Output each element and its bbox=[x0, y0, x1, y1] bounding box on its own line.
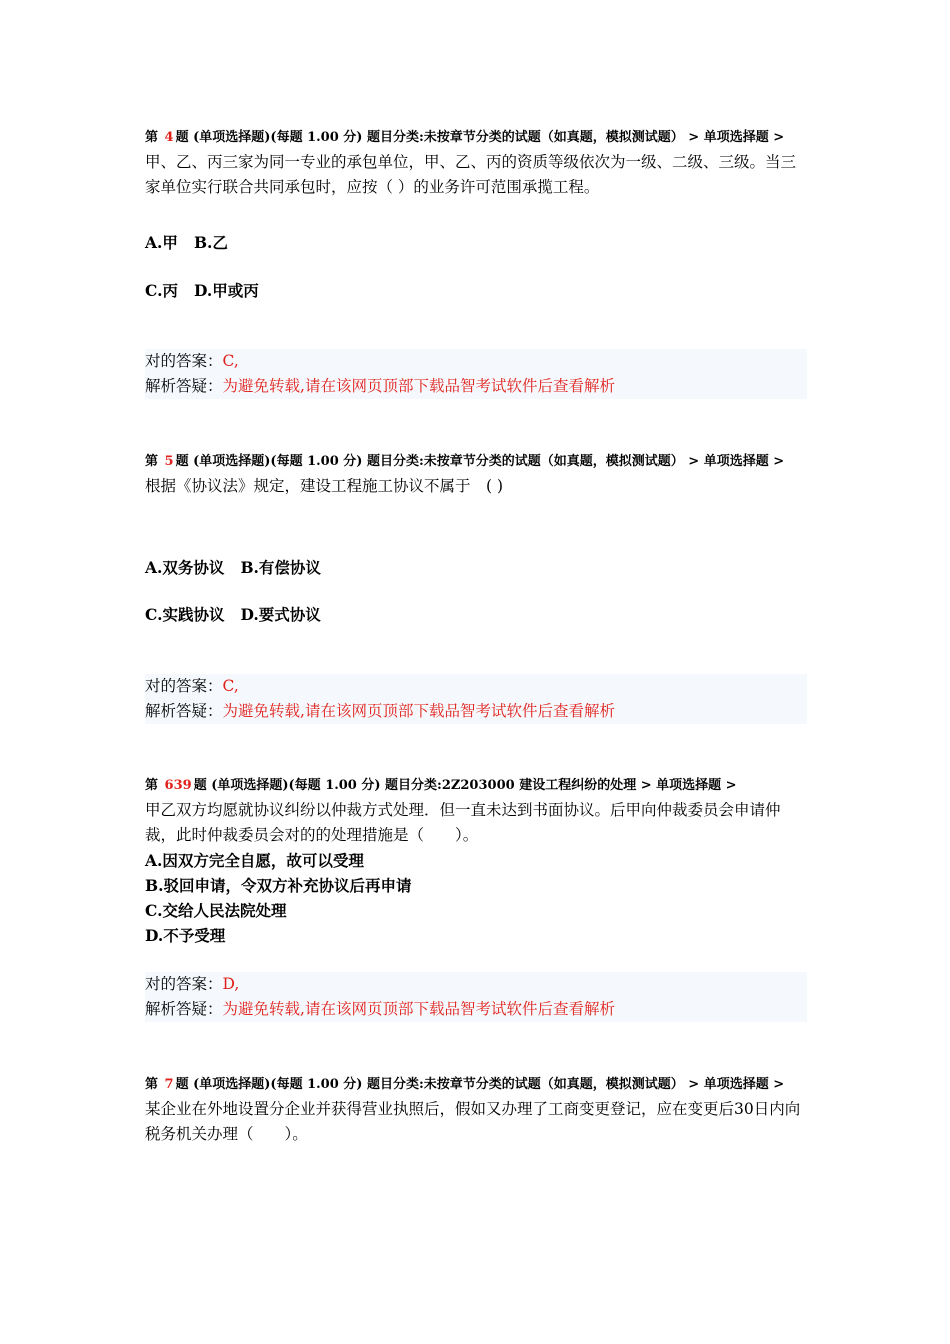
analysis-line: 解析答疑：为避免转载,请在该网页顶部下载品智考试软件后查看解析 bbox=[145, 702, 615, 720]
question-header: 第 7 题 (单项选择题)(每题 1.00 分) 题目分类:未按章节分类的试题（如真题，模拟测试题） > 单项选择题 > bbox=[145, 1077, 785, 1092]
question-header: 第 5 题 (单项选择题)(每题 1.00 分) 题目分类:未按章节分类的试题（如真题，模拟测试题） > 单项选择题 > bbox=[145, 454, 785, 469]
option-d: D.甲或丙 bbox=[193, 281, 259, 300]
question-5 bbox=[145, 449, 807, 499]
question-7 bbox=[145, 1072, 807, 1147]
question-stem: 甲、乙、丙三家为同一专业的承包单位，甲、乙、丙的资质等级依次为一级、二级、三级。当三 家单位实行联合共同承包时，应按（ ）的业务许可范围承揽工程。 bbox=[145, 153, 797, 196]
option-b: B.乙 bbox=[193, 233, 228, 252]
question-number: 639 bbox=[164, 778, 192, 793]
answer-value: C, bbox=[222, 352, 239, 370]
analysis-line: 解析答疑：为避免转载,请在该网页顶部下载品智考试软件后查看解析 bbox=[145, 1000, 615, 1018]
answer-line: 对的答案：C, bbox=[145, 677, 239, 695]
options-row bbox=[145, 230, 228, 255]
option-c: C.实践协议 bbox=[145, 605, 225, 624]
question-header: 第 4 题 (单项选择题)(每题 1.00 分) 题目分类:未按章节分类的试题（如真题，模拟测试题） > 单项选择题 > bbox=[145, 130, 785, 145]
question-number: 5 bbox=[164, 454, 174, 469]
option-b: B.驳回申请，令双方补充协议后再申请 bbox=[145, 876, 412, 895]
option-c: C.丙 bbox=[145, 281, 178, 300]
question-stem: 甲乙双方均愿就协议纠纷以仲裁方式处理．但一直未达到书面协议。后甲向仲裁委员会申请仲裁，此时仲裁委员会对的的处理措施是（ ）。 bbox=[145, 801, 781, 844]
option-a: A.因双方完全自愿，故可以受理 bbox=[145, 851, 364, 870]
answer-box bbox=[145, 349, 807, 399]
analysis-text: 为避免转载,请在该网页顶部下载品智考试软件后查看解析 bbox=[222, 702, 615, 720]
answer-line: 对的答案：D, bbox=[145, 975, 240, 993]
question-header: 第 639 题 (单项选择题)(每题 1.00 分) 题目分类:2Z203000 建设工程纠纷的处理 > 单项选择题 > bbox=[145, 778, 737, 793]
option-b: B.有偿协议 bbox=[240, 558, 321, 577]
answer-box bbox=[145, 674, 807, 724]
answer-line: 对的答案：C, bbox=[145, 352, 239, 370]
question-number: 7 bbox=[164, 1077, 174, 1092]
question-stem: 某企业在外地设置分企业并获得营业执照后，假如又办理了工商变更登记，应在变更后30日内向税务机关办理（ ）。 bbox=[145, 1100, 801, 1143]
analysis-text: 为避免转载,请在该网页顶部下载品智考试软件后查看解析 bbox=[222, 1000, 615, 1018]
question-number: 4 bbox=[164, 130, 174, 145]
question-639 bbox=[145, 773, 807, 948]
option-d: D.要式协议 bbox=[240, 605, 321, 624]
analysis-text: 为避免转载,请在该网页顶部下载品智考试软件后查看解析 bbox=[222, 377, 615, 395]
answer-value: C, bbox=[222, 677, 239, 695]
options-row bbox=[145, 278, 259, 303]
answer-box bbox=[145, 972, 807, 1022]
question-4 bbox=[145, 125, 807, 200]
question-stem: 根据《协议法》规定，建设工程施工协议不属于 ( ) bbox=[145, 477, 504, 495]
answer-value: D, bbox=[222, 975, 240, 993]
options-row bbox=[145, 555, 321, 580]
option-d: D.不予受理 bbox=[145, 926, 226, 945]
analysis-line: 解析答疑：为避免转载,请在该网页顶部下载品智考试软件后查看解析 bbox=[145, 377, 615, 395]
options-row bbox=[145, 602, 321, 627]
option-a: A.甲 bbox=[145, 233, 178, 252]
option-c: C.交给人民法院处理 bbox=[145, 901, 287, 920]
option-a: A.双务协议 bbox=[145, 558, 225, 577]
